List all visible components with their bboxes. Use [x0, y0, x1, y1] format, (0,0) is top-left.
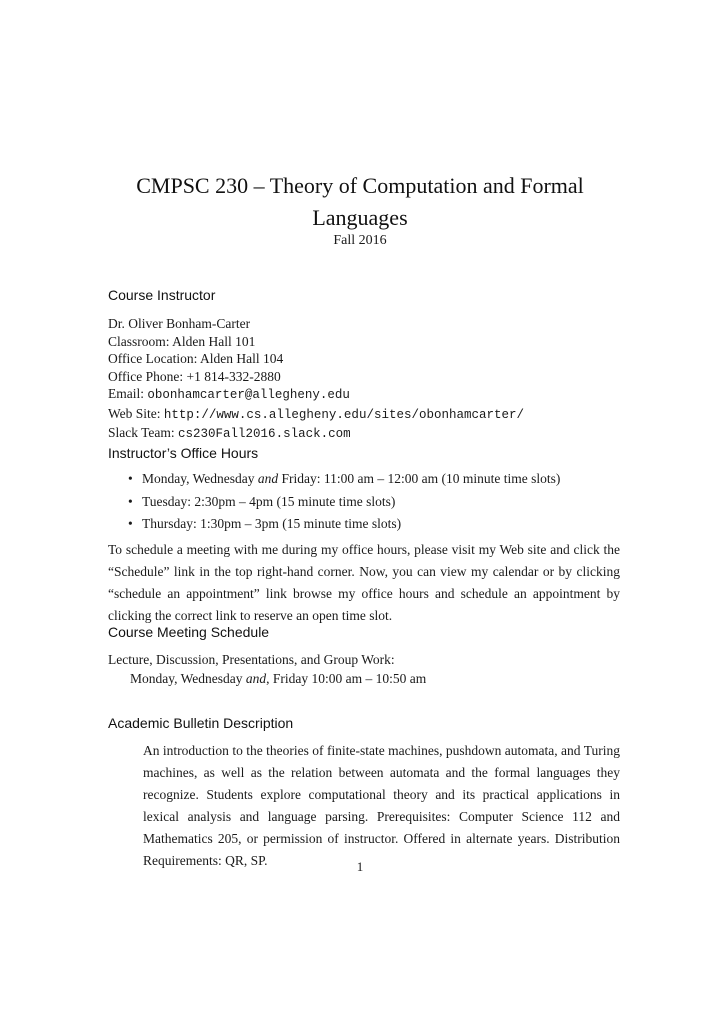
office-hours-paragraph: To schedule a meeting with me during my office hours, please visit my Web site and click the “Schedule” link in the top right-hand corner. Now, you can view my calendar or by clicking “schedule an appointment” link browse my office hours and schedule an appointment by clicking the correct link to reserve an open time slot. [108, 542, 620, 623]
website-url[interactable]: http://www.cs.allegheny.edu/sites/obonhamcarter/ [163, 407, 524, 422]
instructor-info [108, 315, 620, 444]
office-hours-list [108, 468, 620, 536]
page-title: CMPSC 230 – Theory of Computation and Formal Languages [136, 173, 584, 230]
schedule-line-2: Monday, Wednesday and, Friday 10:00 am – 10:50 am [130, 671, 427, 686]
office-location: Office Location: Alden Hall 104 [108, 351, 284, 366]
website-label: Web Site: [108, 405, 164, 421]
list-item: • Tuesday: 2:30pm – 4pm (15 minute time slots) [108, 491, 620, 514]
list-item: • Thursday: 1:30pm – 3pm (15 minute time slots) [108, 513, 620, 536]
slack-label: Slack Team: [108, 425, 179, 440]
email-line [108, 385, 620, 405]
bulletin-description: An introduction to the theories of finite-state machines, pushdown automata, and Turing machines, as well as the relation between automata and the formal languages they recognize. Students explore computational theory and its practical applications in lexical analysis and language parsing. Prerequisites: Computer Science 112 and Mathematics 205, or permission of instructor. Offered in alternate years. Distribution Requirements: QR, SP. [143, 743, 620, 868]
section-heading-instructor: Course Instructor [108, 287, 216, 303]
section-heading-bulletin: Academic Bulletin Description [108, 715, 294, 731]
section-heading-schedule: Course Meeting Schedule [108, 624, 270, 640]
list-item: • Monday, Wednesday and Friday: 11:00 am – 12:00 am (10 minute time slots) [108, 468, 620, 491]
instructor-name: Dr. Oliver Bonham-Carter [108, 316, 251, 331]
slack-team[interactable]: cs230Fall2016.slack.com [178, 427, 351, 441]
classroom: Classroom: Alden Hall 101 [108, 333, 256, 349]
slack-line [108, 424, 620, 444]
website-line [108, 405, 620, 425]
email-label: Email: [108, 386, 148, 401]
term: Fall 2016 [333, 233, 387, 248]
email-address[interactable]: obonhamcarter@allegheny.edu [147, 388, 350, 402]
schedule-info [108, 650, 620, 688]
section-heading-office-hours: Instructor’s Office Hours [108, 445, 259, 461]
schedule-line-1: Lecture, Discussion, Presentations, and Group Work: [108, 652, 395, 667]
page-number: 1 [356, 859, 364, 874]
office-phone: Office Phone: +1 814-332-2880 [108, 368, 281, 384]
